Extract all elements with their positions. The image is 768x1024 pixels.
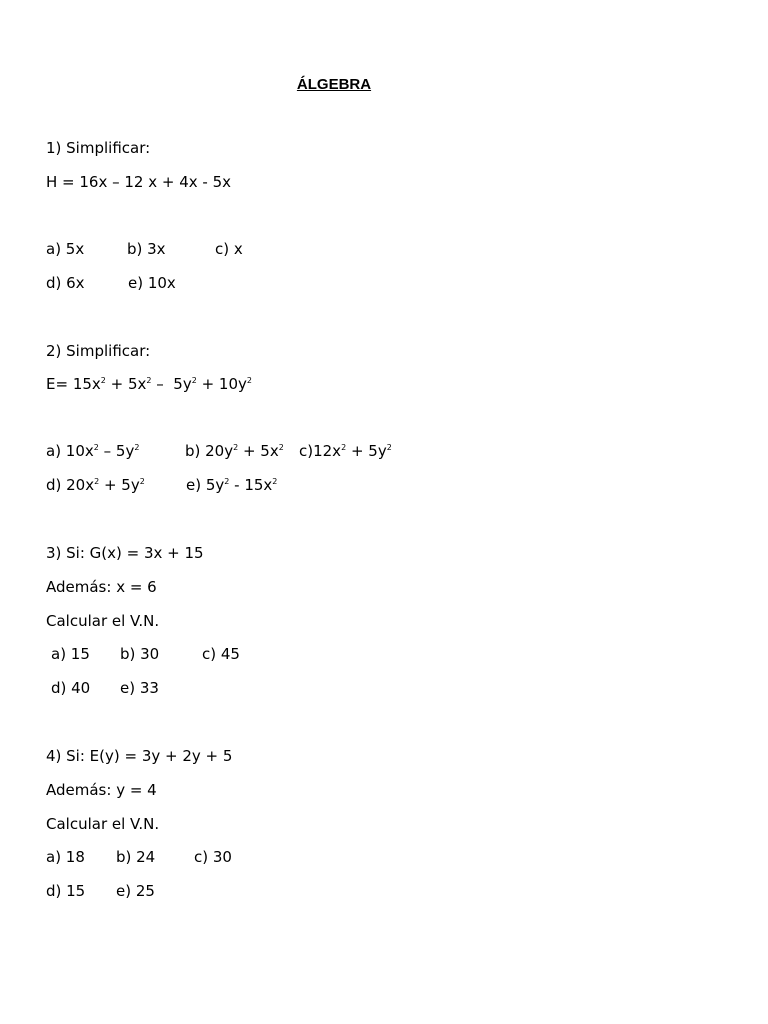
- q3-option-e: e) 33: [120, 679, 159, 697]
- q2-expression: $E= 15x^2 + 5x^2 - 5y^2 + 10y^2$: [46, 375, 252, 393]
- q2-prompt: 2) Simplificar:: [46, 342, 151, 360]
- exponent: 2: [386, 443, 392, 452]
- q3-option-b: b) 30: [120, 645, 160, 663]
- q3-condition: Además: x = 6: [46, 578, 157, 596]
- q2-option-e: e) $5y^2 - 15x^2$: [186, 476, 278, 494]
- q1-expression: H = 16x – 12 x + 4x - 5x: [46, 173, 232, 191]
- q4-prompt: 4) Si: E(y) = 3y + 2y + 5: [46, 747, 233, 765]
- q3-option-d: d) 40: [51, 679, 91, 697]
- exponent: 2: [191, 376, 197, 385]
- q2-option-a: a) $10x^2 - 5y^2$: [46, 442, 140, 460]
- exponent: 2: [93, 443, 99, 452]
- exponent: 2: [272, 477, 278, 486]
- q1-option-b: b) 3x: [127, 240, 166, 258]
- q1-option-c: c) x: [215, 240, 243, 258]
- page-title: ÁLGEBRA: [296, 76, 372, 93]
- q1-option-d: d) 6x: [46, 274, 85, 292]
- q2-option-d: d) $20x^2 + 5y^2$: [46, 476, 145, 494]
- q4-option-e: e) 25: [116, 882, 155, 900]
- exponent: 2: [134, 443, 140, 452]
- exponent: 2: [100, 376, 106, 385]
- q4-option-b: b) 24: [116, 848, 156, 866]
- exponent: 2: [246, 376, 252, 385]
- q1-option-a: a) 5x: [46, 240, 85, 258]
- q1-prompt: 1) Simplificar:: [46, 139, 151, 157]
- exponent: 2: [139, 477, 145, 486]
- exponent: 2: [94, 477, 100, 486]
- exponent: 2: [278, 443, 284, 452]
- q1-option-e: e) 10x: [128, 274, 176, 292]
- q4-task: Calcular el V.N.: [46, 815, 160, 833]
- q4-option-c: c) 30: [194, 848, 232, 866]
- q3-task: Calcular el V.N.: [46, 612, 160, 630]
- exponent: 2: [224, 477, 230, 486]
- q4-option-d: d) 15: [46, 882, 86, 900]
- exponent: 2: [341, 443, 347, 452]
- q3-option-c: c) 45: [202, 645, 240, 663]
- q3-option-a: a) 15: [51, 645, 90, 663]
- exponent: 2: [233, 443, 239, 452]
- q3-prompt: 3) Si: G(x) = 3x + 15: [46, 544, 204, 562]
- q2-option-b: b) $20y^2 + 5x^2$: [185, 442, 284, 460]
- q2-option-c: $c)12x^2 + 5y^2$: [299, 442, 392, 460]
- q4-condition: Además: y = 4: [46, 781, 157, 799]
- exponent: 2: [146, 376, 152, 385]
- q4-option-a: a) 18: [46, 848, 85, 866]
